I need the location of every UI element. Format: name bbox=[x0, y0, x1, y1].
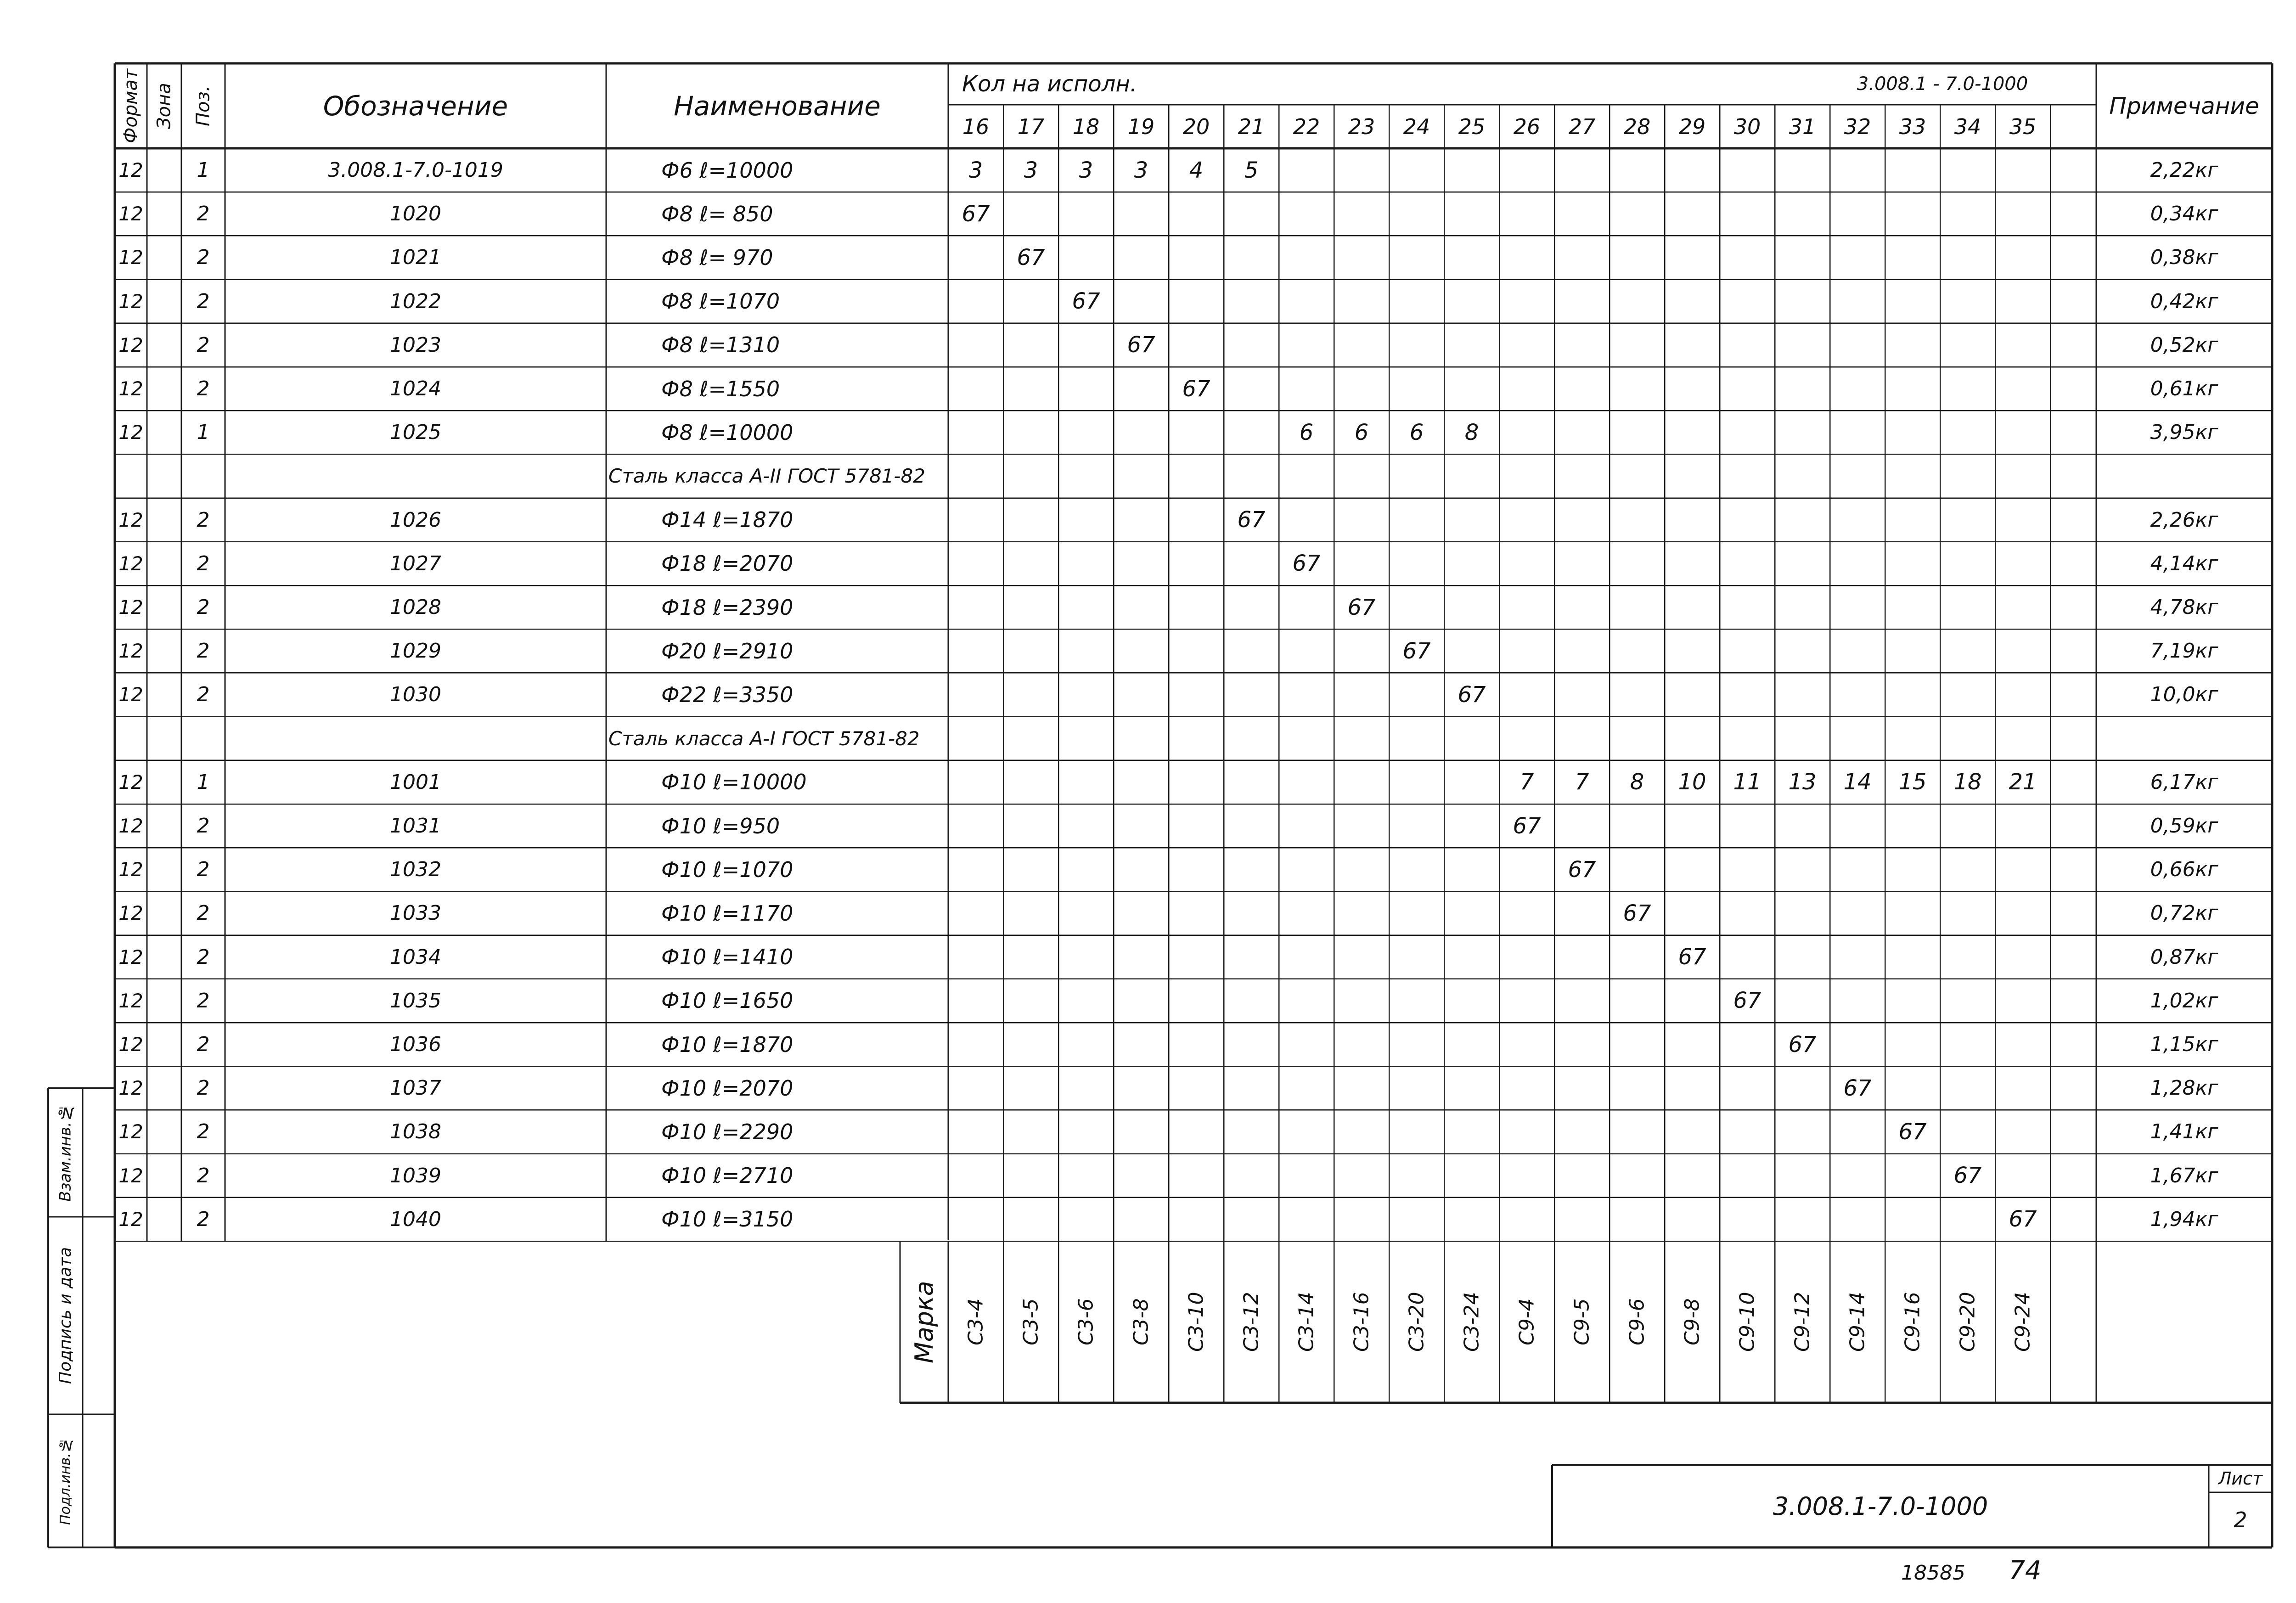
row-zone bbox=[147, 1110, 181, 1153]
row-quantity: 67 bbox=[1843, 1075, 1872, 1101]
row-name: Ф14 ℓ=1870 bbox=[661, 507, 793, 533]
row-quantity: 3 bbox=[968, 157, 983, 183]
row-quantity: 67 bbox=[1898, 1119, 1927, 1145]
row-designation: 1032 bbox=[390, 858, 441, 882]
row-quantity: 5 bbox=[1244, 157, 1259, 183]
variant-number: 35 bbox=[2009, 114, 2037, 139]
row-zone bbox=[147, 148, 181, 192]
row-zone bbox=[147, 760, 181, 804]
mark-label: С3-8 bbox=[1129, 1298, 1153, 1346]
row-format: 12 bbox=[118, 771, 143, 793]
stamp-signature-date: Подпись и дата bbox=[56, 1247, 75, 1384]
row-position: 2 bbox=[197, 333, 210, 357]
variant-number: 23 bbox=[1348, 114, 1375, 139]
row-quantity: 14 bbox=[1843, 769, 1872, 795]
row-quantity: 18 bbox=[1953, 769, 1982, 795]
header-name: Наименование bbox=[674, 90, 881, 122]
row-quantity: 67 bbox=[1788, 1031, 1817, 1057]
header-designation: Обозначение bbox=[323, 90, 508, 122]
row-quantity: 21 bbox=[2009, 769, 2037, 795]
archive-number: 18585 bbox=[1901, 1561, 1965, 1585]
row-zone bbox=[147, 629, 181, 673]
variant-number: 34 bbox=[1954, 114, 1981, 139]
row-designation: 1022 bbox=[390, 289, 441, 313]
page-number: 74 bbox=[2009, 1555, 2042, 1586]
mark-label: С3-4 bbox=[964, 1298, 988, 1346]
row-quantity: 67 bbox=[2009, 1206, 2037, 1232]
row-format: 12 bbox=[118, 202, 143, 225]
row-zone bbox=[147, 804, 181, 848]
mark-label: С9-12 bbox=[1790, 1292, 1814, 1352]
variant-number: 17 bbox=[1017, 114, 1045, 139]
row-note: 0,66кг bbox=[2150, 858, 2218, 882]
row-zone bbox=[147, 1023, 181, 1066]
row-quantity: 7 bbox=[1575, 769, 1589, 795]
variant-number: 18 bbox=[1072, 114, 1100, 139]
title-block-sheet-label: Лист bbox=[2218, 1468, 2263, 1489]
row-name: Ф10 ℓ=2070 bbox=[661, 1075, 793, 1101]
row-name: Ф10 ℓ=3150 bbox=[661, 1207, 793, 1232]
row-name: Ф18 ℓ=2390 bbox=[661, 595, 793, 620]
mark-label: С3-16 bbox=[1350, 1292, 1373, 1352]
mark-label: С9-20 bbox=[1956, 1292, 1980, 1352]
row-zone bbox=[147, 979, 181, 1023]
row-quantity: 6 bbox=[1409, 419, 1424, 445]
row-name: Ф8 ℓ= 970 bbox=[661, 245, 773, 270]
row-zone bbox=[147, 848, 181, 891]
row-position: 2 bbox=[197, 1076, 210, 1100]
row-quantity: 67 bbox=[1733, 988, 1761, 1014]
row-quantity: 67 bbox=[1623, 900, 1651, 926]
row-format: 12 bbox=[118, 246, 143, 269]
variant-number: 24 bbox=[1403, 114, 1430, 139]
row-format: 12 bbox=[118, 989, 143, 1012]
row-designation: 1027 bbox=[390, 551, 441, 575]
row-quantity: 13 bbox=[1788, 769, 1817, 795]
title-block-sheet-number: 2 bbox=[2234, 1507, 2247, 1532]
row-position: 2 bbox=[197, 1207, 210, 1231]
row-name: Ф10 ℓ=10000 bbox=[661, 770, 807, 795]
marks-label: Марка bbox=[910, 1281, 939, 1363]
row-format: 12 bbox=[118, 1120, 143, 1143]
row-format: 12 bbox=[118, 902, 143, 925]
row-position: 2 bbox=[197, 246, 210, 270]
variant-number: 27 bbox=[1568, 114, 1596, 139]
variant-number: 32 bbox=[1844, 114, 1871, 139]
row-note: 0,59кг bbox=[2150, 814, 2218, 838]
row-zone bbox=[147, 935, 181, 979]
row-zone bbox=[147, 323, 181, 367]
header-note: Примечание bbox=[2109, 92, 2259, 119]
row-format: 12 bbox=[118, 508, 143, 531]
row-designation: 1039 bbox=[390, 1164, 441, 1187]
row-quantity: 67 bbox=[1568, 856, 1596, 883]
row-designation: 1033 bbox=[390, 901, 441, 925]
row-quantity: 6 bbox=[1354, 419, 1369, 445]
row-position: 2 bbox=[197, 814, 210, 838]
row-designation: 1021 bbox=[390, 246, 441, 270]
row-quantity: 11 bbox=[1733, 769, 1761, 795]
row-format: 12 bbox=[118, 377, 143, 400]
mark-label: С9-4 bbox=[1515, 1298, 1539, 1346]
row-designation: 1030 bbox=[390, 683, 441, 707]
header-document-code: 3.008.1 - 7.0-1000 bbox=[1857, 73, 2028, 95]
row-designation: 1023 bbox=[390, 333, 441, 357]
row-format: 12 bbox=[118, 1208, 143, 1231]
variant-number: 20 bbox=[1182, 114, 1210, 139]
row-quantity: 15 bbox=[1898, 769, 1927, 795]
row-quantity: 67 bbox=[1127, 332, 1155, 358]
row-position: 2 bbox=[197, 377, 210, 401]
row-note: 6,17кг bbox=[2150, 770, 2218, 794]
row-name: Ф8 ℓ= 850 bbox=[661, 201, 773, 226]
mark-label: С3-24 bbox=[1460, 1292, 1484, 1352]
row-zone bbox=[147, 367, 181, 411]
row-name: Ф20 ℓ=2910 bbox=[661, 638, 793, 664]
row-note: 1,94кг bbox=[2150, 1207, 2218, 1231]
row-format: 12 bbox=[118, 815, 143, 838]
row-name: Ф10 ℓ=1410 bbox=[661, 945, 793, 970]
mark-label: С9-6 bbox=[1625, 1298, 1649, 1346]
mark-label: С3-20 bbox=[1405, 1292, 1429, 1352]
row-name: Ф10 ℓ=1070 bbox=[661, 857, 793, 882]
row-format: 12 bbox=[118, 640, 143, 663]
row-zone bbox=[147, 891, 181, 935]
row-position: 2 bbox=[197, 989, 210, 1012]
row-position: 2 bbox=[197, 508, 210, 532]
row-quantity: 67 bbox=[1953, 1163, 1982, 1189]
row-quantity: 4 bbox=[1189, 157, 1204, 183]
title-block-code: 3.008.1-7.0-1000 bbox=[1773, 1491, 1988, 1521]
row-zone bbox=[147, 498, 181, 542]
row-name: Ф10 ℓ=2290 bbox=[661, 1119, 793, 1144]
row-position: 2 bbox=[197, 596, 210, 619]
row-designation: 1037 bbox=[390, 1076, 441, 1100]
row-name: Ф8 ℓ=1310 bbox=[661, 332, 780, 358]
row-note: 10,0кг bbox=[2150, 683, 2218, 707]
row-designation: 1040 bbox=[390, 1207, 441, 1231]
row-designation: 1034 bbox=[390, 945, 441, 969]
variant-number: 30 bbox=[1733, 114, 1761, 139]
row-zone bbox=[147, 1198, 181, 1241]
row-note: 0,38кг bbox=[2150, 246, 2218, 270]
row-name: Ф10 ℓ=2710 bbox=[661, 1163, 793, 1188]
row-position: 2 bbox=[197, 858, 210, 882]
row-designation: 3.008.1-7.0-1019 bbox=[328, 158, 503, 182]
row-format: 12 bbox=[118, 1164, 143, 1187]
row-quantity: 3 bbox=[1079, 157, 1093, 183]
row-position: 2 bbox=[197, 1033, 210, 1057]
row-quantity: 8 bbox=[1464, 419, 1479, 445]
row-designation: 1031 bbox=[390, 814, 441, 838]
row-zone bbox=[147, 236, 181, 279]
row-format: 12 bbox=[118, 683, 143, 706]
row-designation: 1035 bbox=[390, 989, 441, 1012]
row-quantity: 67 bbox=[1017, 244, 1045, 270]
row-note: 0,52кг bbox=[2150, 333, 2218, 357]
mark-label: С9-5 bbox=[1570, 1298, 1594, 1346]
row-name: Ф10 ℓ=1650 bbox=[661, 988, 793, 1013]
variant-number: 33 bbox=[1899, 114, 1926, 139]
variant-number: 28 bbox=[1623, 114, 1651, 139]
row-note: 1,41кг bbox=[2150, 1120, 2218, 1144]
mark-label: С3-12 bbox=[1239, 1292, 1263, 1352]
row-zone bbox=[147, 280, 181, 323]
row-note: 1,02кг bbox=[2150, 989, 2218, 1012]
section-heading: Сталь класса А-I ГОСТ 5781-82 bbox=[608, 727, 920, 750]
row-quantity: 67 bbox=[1347, 594, 1376, 620]
row-quantity: 3 bbox=[1134, 157, 1148, 183]
mark-label: С9-14 bbox=[1846, 1292, 1869, 1352]
row-position: 2 bbox=[197, 289, 210, 313]
row-format: 12 bbox=[118, 1077, 143, 1100]
mark-label: С9-8 bbox=[1680, 1298, 1704, 1346]
row-quantity: 67 bbox=[1678, 944, 1706, 970]
row-designation: 1001 bbox=[390, 770, 441, 794]
header-quantity-label: Кол на исполн. bbox=[962, 71, 1137, 97]
row-designation: 1024 bbox=[390, 377, 441, 401]
mark-label: С3-6 bbox=[1074, 1298, 1098, 1346]
mark-label: С9-10 bbox=[1735, 1292, 1759, 1352]
row-quantity: 7 bbox=[1519, 769, 1534, 795]
stamp-original-inventory: Подл.инв.№ bbox=[57, 1437, 73, 1525]
row-position: 2 bbox=[197, 901, 210, 925]
mark-label: С3-5 bbox=[1019, 1298, 1043, 1346]
row-quantity: 67 bbox=[1072, 288, 1100, 315]
row-position: 2 bbox=[197, 1120, 210, 1144]
row-quantity: 67 bbox=[1458, 681, 1486, 708]
row-designation: 1025 bbox=[390, 421, 441, 444]
row-note: 2,26кг bbox=[2150, 508, 2218, 532]
row-position: 2 bbox=[197, 945, 210, 969]
row-format: 12 bbox=[118, 421, 143, 444]
row-format: 12 bbox=[118, 159, 143, 182]
row-name: Ф18 ℓ=2070 bbox=[661, 551, 793, 576]
row-position: 2 bbox=[197, 202, 210, 226]
mark-label: С3-14 bbox=[1294, 1292, 1318, 1352]
variant-number: 22 bbox=[1293, 114, 1320, 139]
variant-number: 29 bbox=[1678, 114, 1706, 139]
variant-number: 21 bbox=[1238, 114, 1265, 139]
row-quantity: 67 bbox=[1402, 638, 1431, 664]
row-quantity: 67 bbox=[1513, 813, 1541, 839]
mark-label: С9-24 bbox=[2011, 1292, 2035, 1352]
variant-number: 31 bbox=[1789, 114, 1816, 139]
row-format: 12 bbox=[118, 552, 143, 575]
header-zone: Зона bbox=[153, 83, 175, 129]
row-zone bbox=[147, 673, 181, 716]
header-format: Формат bbox=[120, 68, 141, 143]
mark-label: С3-10 bbox=[1184, 1292, 1208, 1352]
row-zone bbox=[147, 585, 181, 629]
header-position: Поз. bbox=[192, 85, 214, 126]
variant-number: 19 bbox=[1127, 114, 1155, 139]
row-note: 1,15кг bbox=[2150, 1033, 2218, 1057]
row-note: 0,87кг bbox=[2150, 945, 2218, 969]
row-quantity: 6 bbox=[1299, 419, 1314, 445]
row-name: Ф10 ℓ=950 bbox=[661, 813, 780, 838]
row-position: 2 bbox=[197, 683, 210, 707]
row-designation: 1020 bbox=[390, 202, 441, 226]
row-note: 1,67кг bbox=[2150, 1164, 2218, 1187]
row-format: 12 bbox=[118, 290, 143, 313]
row-format: 12 bbox=[118, 333, 143, 356]
stamp-replacement-inventory: Взам.инв.№ bbox=[56, 1103, 75, 1202]
row-position: 1 bbox=[197, 158, 210, 182]
row-designation: 1026 bbox=[390, 508, 441, 532]
row-note: 3,95кг bbox=[2150, 421, 2218, 444]
row-note: 4,78кг bbox=[2150, 596, 2218, 619]
row-note: 0,42кг bbox=[2150, 289, 2218, 313]
row-note: 7,19кг bbox=[2150, 639, 2218, 663]
row-name: Ф6 ℓ=10000 bbox=[661, 157, 793, 183]
row-format: 12 bbox=[118, 858, 143, 881]
variant-number: 25 bbox=[1458, 114, 1486, 139]
row-format: 12 bbox=[118, 1033, 143, 1056]
row-designation: 1038 bbox=[390, 1120, 441, 1144]
variant-number: 16 bbox=[962, 114, 990, 139]
row-name: Ф8 ℓ=1070 bbox=[661, 289, 780, 314]
row-name: Ф10 ℓ=1870 bbox=[661, 1032, 793, 1057]
row-position: 1 bbox=[197, 770, 210, 794]
row-note: 0,34кг bbox=[2150, 202, 2218, 226]
row-quantity: 8 bbox=[1630, 769, 1644, 795]
row-zone bbox=[147, 1066, 181, 1110]
row-zone bbox=[147, 411, 181, 454]
row-position: 2 bbox=[197, 1164, 210, 1187]
row-quantity: 10 bbox=[1678, 769, 1706, 795]
mark-label: С9-16 bbox=[1901, 1292, 1925, 1352]
row-format: 12 bbox=[118, 596, 143, 619]
row-quantity: 67 bbox=[1292, 551, 1321, 577]
row-name: Ф22 ℓ=3350 bbox=[661, 682, 793, 707]
row-note: 0,61кг bbox=[2150, 377, 2218, 401]
row-zone bbox=[147, 542, 181, 585]
row-note: 2,22кг bbox=[2150, 158, 2218, 182]
row-note: 1,28кг bbox=[2150, 1076, 2218, 1100]
section-heading: Сталь класса А-II ГОСТ 5781-82 bbox=[608, 465, 925, 488]
row-designation: 1036 bbox=[390, 1033, 441, 1057]
row-zone bbox=[147, 1154, 181, 1198]
row-name: Ф8 ℓ=1550 bbox=[661, 376, 780, 401]
row-name: Ф8 ℓ=10000 bbox=[661, 420, 793, 445]
row-note: 0,72кг bbox=[2150, 901, 2218, 925]
row-quantity: 67 bbox=[1182, 376, 1210, 402]
row-position: 2 bbox=[197, 551, 210, 575]
variant-number: 26 bbox=[1513, 114, 1541, 139]
row-designation: 1029 bbox=[390, 639, 441, 663]
row-note: 4,14кг bbox=[2150, 551, 2218, 575]
row-position: 1 bbox=[197, 421, 210, 444]
row-designation: 1028 bbox=[390, 596, 441, 619]
row-quantity: 67 bbox=[962, 201, 990, 227]
row-format: 12 bbox=[118, 945, 143, 968]
row-position: 2 bbox=[197, 639, 210, 663]
row-name: Ф10 ℓ=1170 bbox=[661, 900, 793, 926]
row-quantity: 3 bbox=[1024, 157, 1038, 183]
row-quantity: 67 bbox=[1237, 507, 1266, 533]
row-zone bbox=[147, 192, 181, 236]
